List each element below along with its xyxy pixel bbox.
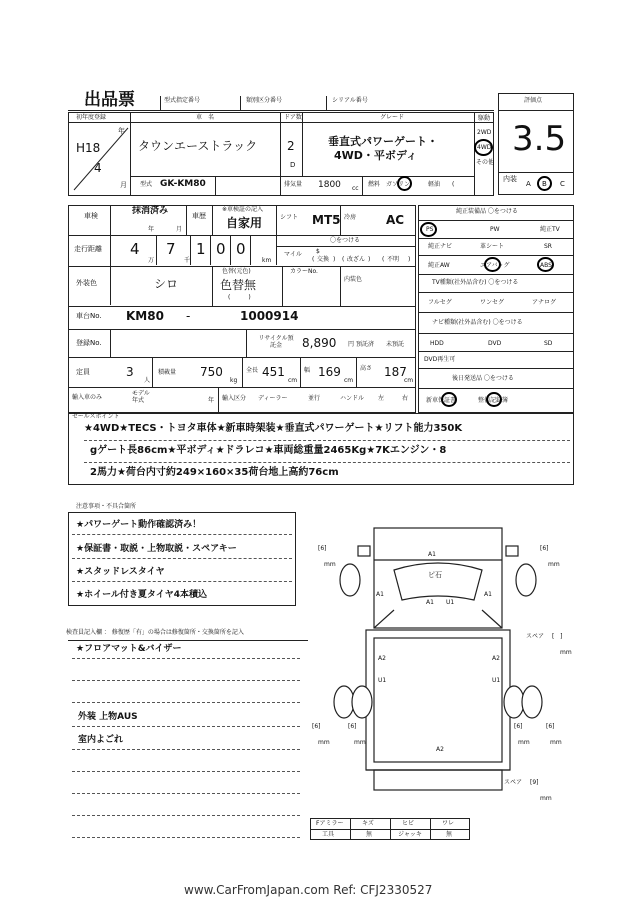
grade-line2: 4WD・平ボディ — [334, 149, 418, 162]
tire-rl-depth-2: [6] — [348, 723, 357, 730]
after-record: 整備記録簿 — [478, 397, 509, 404]
tv-analog: アナログ — [532, 299, 557, 306]
mileage-label: 走行距離 — [74, 245, 102, 253]
displacement-label: 排気量 — [284, 181, 303, 188]
capacity-value: 3 — [126, 365, 134, 379]
after-manual: 新車保証書 — [426, 397, 457, 404]
tire-rl-mm: mm — [318, 739, 330, 746]
ps-circle — [420, 222, 437, 237]
mileage-close1: ) — [333, 256, 336, 263]
color-no-label: カラーNo. — [290, 268, 318, 275]
mileage-exchange: 交換 — [317, 256, 330, 263]
mileage-digit-5: 0 — [236, 240, 246, 258]
reg-label: 登録No. — [76, 339, 102, 347]
dmg-a2-right: A2 — [492, 655, 500, 662]
after-title: 後日発送品 〇をつける — [452, 375, 514, 382]
abs-circle — [537, 257, 554, 272]
rear-left-tire — [334, 686, 354, 718]
type-number-label: 型式指定番号 — [164, 97, 201, 104]
note-4: ★ホイール付き夏タイヤ4本積込 — [76, 590, 207, 600]
fuel-paren: ( — [452, 181, 455, 188]
year-unit: 年 — [118, 127, 125, 135]
first-reg-label: 初年度登録 — [76, 114, 107, 121]
tool-header-1: Fアミラー — [316, 820, 344, 827]
note-1: ★パワーゲート動作確認済み！ — [76, 520, 202, 530]
dmg-chip: ピ石 — [428, 571, 442, 579]
interior-b: B — [542, 180, 547, 188]
drive-4wd-circle — [474, 139, 493, 156]
fuel-gasoline: ガソリン — [386, 181, 411, 188]
tire-rl-mm-2: mm — [354, 739, 366, 746]
handle-left: 左 — [378, 395, 385, 402]
equip-leather: 革シート — [480, 243, 505, 250]
length-label: 全長 — [246, 367, 259, 374]
door-type: D — [290, 161, 296, 169]
drive-other: その他 — [476, 159, 495, 166]
width-value: 169 — [318, 365, 341, 379]
inspection-month-unit: 月 — [176, 226, 183, 233]
shift-label: シフト — [280, 214, 299, 221]
equip-ps: PS — [426, 226, 434, 233]
mileage-man-unit: 万 — [148, 257, 155, 264]
spare-top-mm: mm — [560, 649, 572, 656]
equip-sr: SR — [544, 243, 552, 250]
tire-fr-depth: [6] — [540, 545, 549, 552]
tire-rr-mm: mm — [518, 739, 530, 746]
dvd-play: DVD再生可 — [424, 356, 456, 363]
mileage-km-unit: km — [262, 257, 272, 264]
equip-tv: 純正TV — [540, 226, 560, 233]
model-year-label: モデル年式 — [132, 390, 150, 405]
ac-label: 冷房 — [344, 214, 357, 221]
month-unit: 月 — [120, 181, 127, 189]
width-label: 幅 — [304, 367, 311, 374]
mileage-sen-unit: 千 — [184, 257, 191, 264]
rear-right-tire — [504, 686, 524, 718]
model-label: 型式 — [140, 181, 153, 188]
fuel-circle — [397, 176, 412, 191]
import-parallel: 並行 — [308, 395, 321, 402]
int-color-label: 内装色 — [344, 276, 363, 283]
door-count: 2 — [287, 139, 295, 153]
dmg-u1-front: U1 — [446, 599, 455, 606]
door-label: ドア数 — [284, 114, 302, 121]
navi-hdd: HDD — [430, 340, 444, 347]
dmg-a2-left: A2 — [378, 655, 386, 662]
note-2: ★保証書・取説・上物取説・スペアキー — [76, 544, 237, 554]
serial-number-label: シリアル番号 — [332, 97, 368, 104]
interior-label: 内装 — [503, 175, 517, 183]
interior-b-circle — [537, 176, 552, 191]
mileage-digit-1: 4 — [130, 240, 140, 258]
equip-abs: ABS — [540, 262, 552, 269]
color-change-label: 色替(元色) — [222, 268, 251, 275]
drive-label: 駆動 — [478, 115, 491, 122]
first-reg-month: 4 — [94, 161, 102, 175]
interior-c: C — [560, 180, 565, 188]
vin-prefix: KM80 — [126, 309, 164, 323]
mileage-q3: ( — [342, 256, 345, 263]
mile-label: マイル — [284, 251, 302, 258]
equip-aw: 純正AW — [428, 262, 450, 269]
tv-oneseg: ワンセグ — [480, 299, 505, 306]
ext-color-label: 外装色 — [76, 279, 97, 287]
equip-navi: 純正ナビ — [428, 243, 453, 250]
score-label: 評価点 — [524, 97, 543, 104]
use-note: ※車検証の記入 — [222, 206, 264, 213]
ext-color-value: シロ — [154, 277, 179, 291]
mileage-q1: $ — [316, 248, 320, 255]
tire-rr-depth: [6] — [514, 723, 523, 730]
car-diagram — [304, 520, 574, 820]
manual-circle — [441, 392, 457, 407]
load-unit: kg — [230, 377, 238, 384]
tire-rl-depth: [6] — [312, 723, 321, 730]
page-title: 出品票 — [84, 90, 135, 110]
airbag-circle — [484, 257, 501, 272]
capacity-label: 定員 — [76, 368, 90, 376]
fuel-diesel: 軽油 — [428, 181, 441, 188]
shift-value: MT5 — [312, 213, 341, 227]
class-number-label: 類別区分番号 — [246, 97, 283, 104]
recycle-value: 8,890 — [302, 336, 337, 350]
mileage-unknown: 不明 — [387, 256, 400, 263]
mileage-q2: ( — [312, 256, 315, 263]
import-dealer: ディーラー — [258, 395, 288, 402]
spare-bottom-label: スペア — [504, 779, 523, 786]
vin-label: 車台No. — [76, 312, 102, 320]
mileage-q4: ( — [382, 256, 385, 263]
model-year-unit: 年 — [208, 397, 215, 404]
equip-title: 純正装備品 〇をつける — [456, 208, 518, 215]
tool-header-4: ワレ — [442, 820, 455, 827]
tire-rr-mm-2: mm — [550, 739, 562, 746]
drive-2wd: 2WD — [477, 129, 492, 136]
inspection-label: 車検 — [84, 212, 98, 220]
tire-rr-depth-2: [6] — [546, 723, 555, 730]
dmg-u1-right: U1 — [492, 677, 501, 684]
footer-watermark: www.CarFromJapan.com Ref: CFJ2330527 — [184, 883, 433, 897]
mileage-close2: ) — [368, 256, 371, 263]
use-label: 車歴 — [192, 212, 206, 220]
use-value: 自家用 — [226, 216, 263, 230]
inspector-label: 検査員記入欄 ： 修復歴「有」の場合は修復箇所・交換箇所を記入 — [66, 629, 244, 636]
tool-cell-1: 工具 — [322, 831, 335, 838]
tool-header-3: ヒビ — [402, 820, 415, 827]
first-reg-year: H18 — [76, 141, 101, 155]
dmg-u1-left: U1 — [378, 677, 387, 684]
mileage-ring-note: 〇をつける — [330, 237, 361, 244]
car-name-label: 車 名 — [196, 114, 215, 121]
front-right-tire — [516, 564, 536, 596]
load-value: 750 — [200, 365, 223, 379]
sales-line2: gゲート長86cm★平ボディ★ドラレコ★車両総重量2465Kg★7Kエンジン・8 — [90, 445, 447, 456]
recycle-paid: 預託済 — [356, 341, 375, 348]
height-value: 187 — [384, 365, 407, 379]
front-left-tire — [340, 564, 360, 596]
recycle-label: リサイクル預託金 — [258, 335, 294, 350]
rear-left-tire-2 — [352, 686, 372, 718]
spare-top-label: スペア — [526, 633, 545, 640]
tire-fl-mm: mm — [324, 561, 336, 568]
note-3: ★スタッドレスタイヤ — [76, 567, 165, 577]
record-circle — [486, 392, 502, 407]
fuel-label: 燃料 — [368, 181, 381, 188]
capacity-unit: 人 — [144, 377, 151, 384]
recycle-yen: 円 — [348, 341, 355, 348]
grade-line1: 垂直式パワーゲート・ — [328, 135, 438, 148]
handle-label: ハンドル — [340, 395, 365, 402]
inspect-line2: 外装 上物AUS — [78, 712, 138, 722]
inspection-value: 抹消済み — [132, 206, 169, 216]
length-unit: cm — [288, 377, 298, 384]
tv-title: TV種類(社外品含む) 〇をつける — [432, 279, 519, 286]
inspection-year-unit: 年 — [148, 226, 155, 233]
rear-right-tire-2 — [522, 686, 542, 718]
import-type-label: 輸入区分 — [222, 395, 247, 402]
inspect-line3: 室内よごれ — [78, 735, 124, 745]
handle-right: 右 — [402, 395, 409, 402]
mileage-digit-4: 0 — [216, 240, 226, 258]
mileage-digit-2: 7 — [166, 240, 176, 258]
tool-cell-2: 無 — [366, 831, 373, 838]
mileage-tamper: 改ざん — [347, 256, 366, 263]
import-label: 輸入車のみ — [72, 394, 103, 401]
tv-fullseg: フルセグ — [428, 299, 452, 306]
sales-line1: ★4WD★TECS・トヨタ車体★新車時架装★垂直式パワーゲート★リフト能力350K — [84, 423, 463, 434]
inspect-line1: ★フロアマット&バイザー — [76, 644, 182, 654]
equip-airbag: エアバッグ — [480, 262, 510, 269]
navi-title: ナビ種類(社外品含む) 〇をつける — [432, 319, 523, 326]
sales-line3: 2馬力★荷台内寸約249×160×35荷台地上高約76cm — [90, 467, 339, 478]
dmg-a1-right: A1 — [484, 591, 492, 598]
color-change-value: 色替無 — [220, 278, 257, 292]
drive-4wd: 4WD — [477, 144, 492, 151]
cc-unit: cc — [352, 185, 359, 192]
model-code: GK-KM80 — [160, 179, 206, 189]
length-value: 451 — [262, 365, 285, 379]
width-unit: cm — [344, 377, 354, 384]
navi-dvd: DVD — [488, 340, 502, 347]
tool-header-2: キズ — [362, 820, 374, 827]
tool-cell-4: 無 — [446, 831, 453, 838]
notes-label: 注意事項・不具合箇所 — [76, 503, 137, 510]
sales-label: セールスポイント — [72, 413, 120, 420]
recycle-unpaid: 未預託 — [386, 341, 405, 348]
tire-fr-mm: mm — [548, 561, 560, 568]
vin-number: 1000914 — [240, 309, 299, 323]
height-unit: cm — [404, 377, 414, 384]
equip-pw: PW — [490, 226, 500, 233]
dmg-a1-left: A1 — [376, 591, 384, 598]
dmg-a2-rear: A2 — [436, 746, 444, 753]
ac-value: AC — [386, 213, 405, 227]
vin-dash: - — [186, 309, 191, 323]
spare-bottom-value: [9] — [530, 779, 539, 786]
car-name: タウンエーストラック — [138, 139, 258, 153]
interior-a: A — [526, 180, 531, 188]
displacement: 1800 — [318, 180, 341, 190]
dmg-a1-roof: A1 — [428, 551, 436, 558]
dmg-a1-front: A1 — [426, 599, 434, 606]
mileage-digit-3: 1 — [196, 240, 206, 258]
mileage-close3: ) — [408, 256, 411, 263]
color-change-paren: ( ) — [228, 294, 251, 301]
load-label: 積載量 — [158, 369, 177, 376]
spare-top-value: [ ] — [552, 633, 563, 640]
spare-bottom-mm: mm — [540, 795, 552, 802]
tire-fl-depth: [6] — [318, 545, 327, 552]
score-value: 3.5 — [512, 119, 567, 159]
grade-label: グレード — [380, 114, 405, 121]
navi-sd: SD — [544, 340, 553, 347]
tool-cell-3: ジャッキ — [398, 831, 422, 838]
height-label: 高さ — [360, 365, 373, 372]
